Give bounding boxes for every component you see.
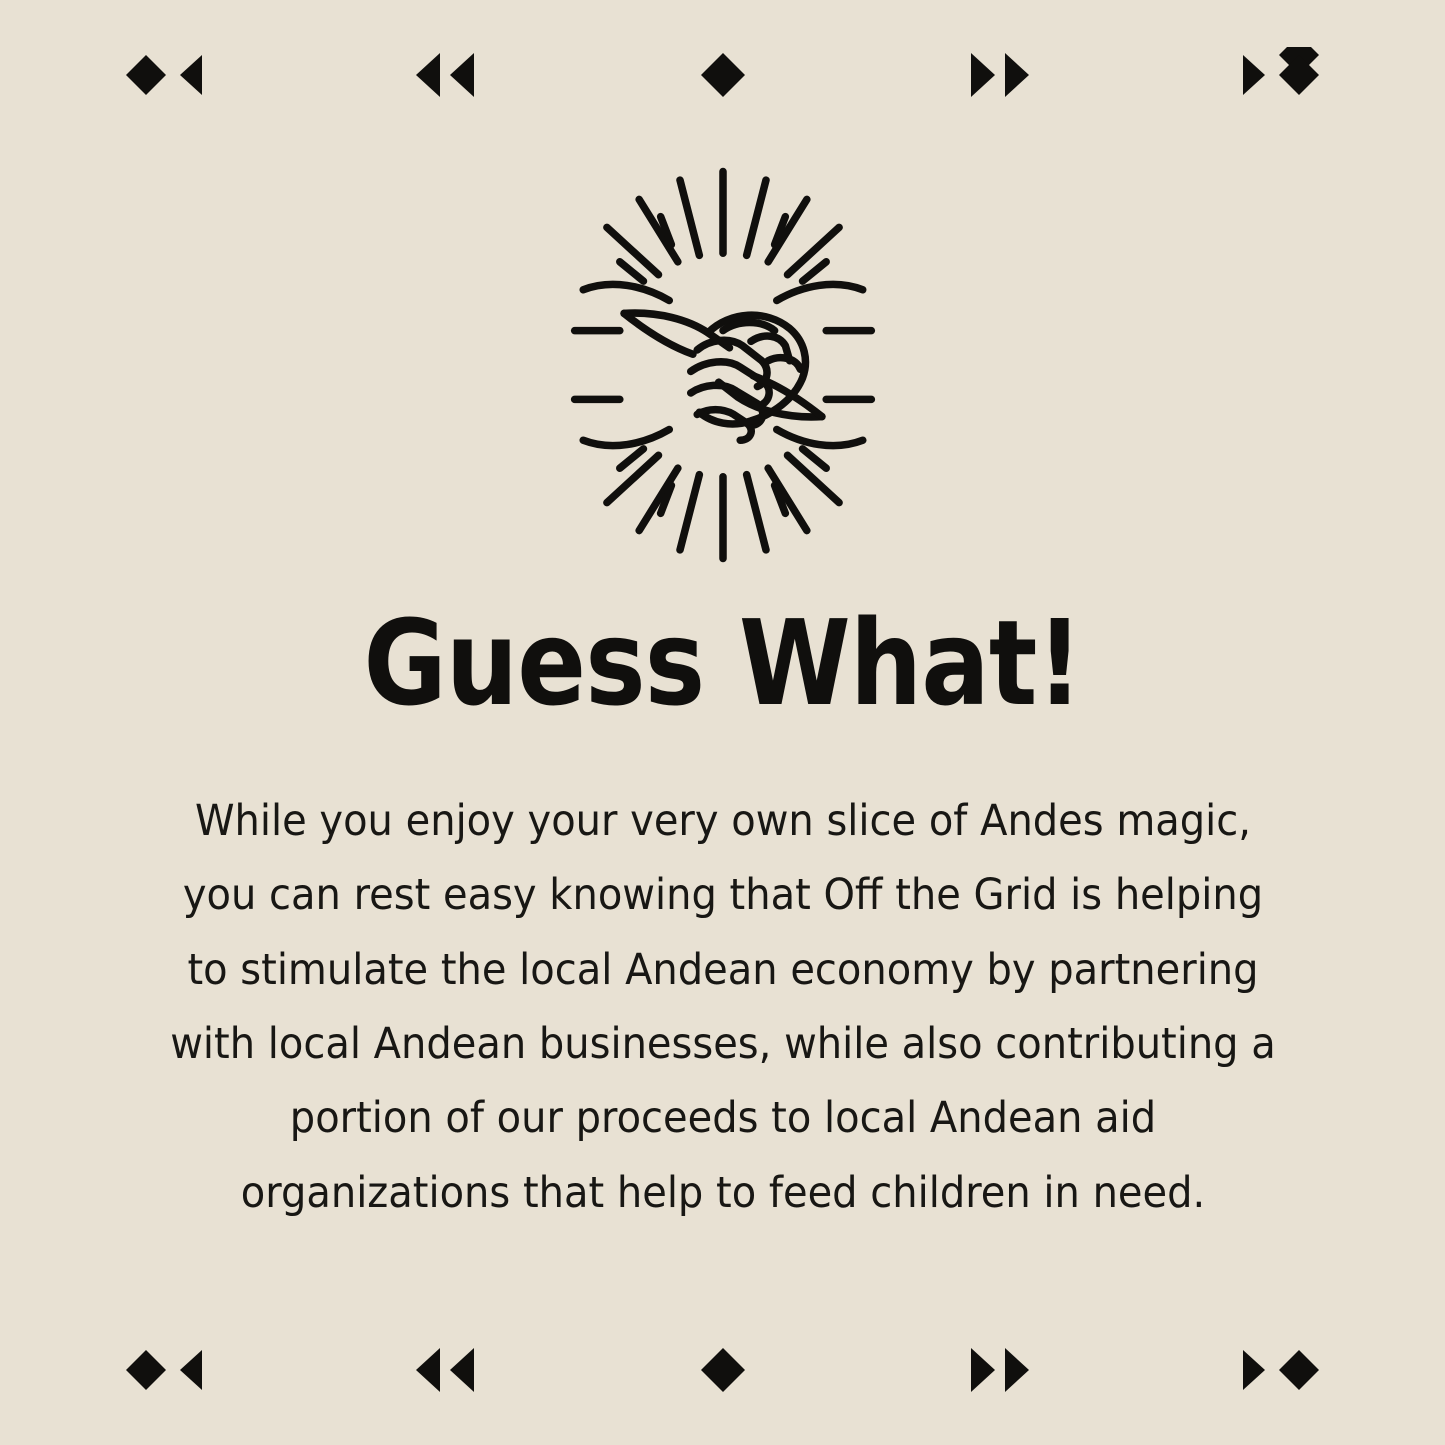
diamond-left-chevron-icon bbox=[120, 40, 210, 110]
diamond-right-chevron-icon bbox=[1235, 40, 1325, 110]
handshake-sunburst-icon bbox=[508, 150, 938, 580]
double-chevron-right-icon bbox=[956, 40, 1046, 110]
double-chevron-left-icon bbox=[399, 1335, 489, 1405]
double-chevron-right-icon bbox=[956, 1335, 1046, 1405]
diamond-left-chevron-icon bbox=[120, 1335, 210, 1405]
double-chevron-left-icon bbox=[399, 40, 489, 110]
ornament-row-bottom bbox=[0, 1325, 1445, 1415]
page-title: Guess What! bbox=[363, 594, 1082, 732]
ornament-row-top bbox=[0, 30, 1445, 120]
diamond-icon bbox=[678, 1335, 768, 1405]
body-paragraph: While you enjoy your very own slice of Andes magic, you can rest easy knowing that Off the Grid is helping to stimulate the local Andean economy by partnering with local Andean businesses, while also contributing a portion of our proceeds to local Andean aid organizations that help to feed children in need. bbox=[169, 795, 1276, 1218]
diamond-icon bbox=[678, 40, 768, 110]
diamond-right-chevron-icon bbox=[1235, 1335, 1325, 1405]
